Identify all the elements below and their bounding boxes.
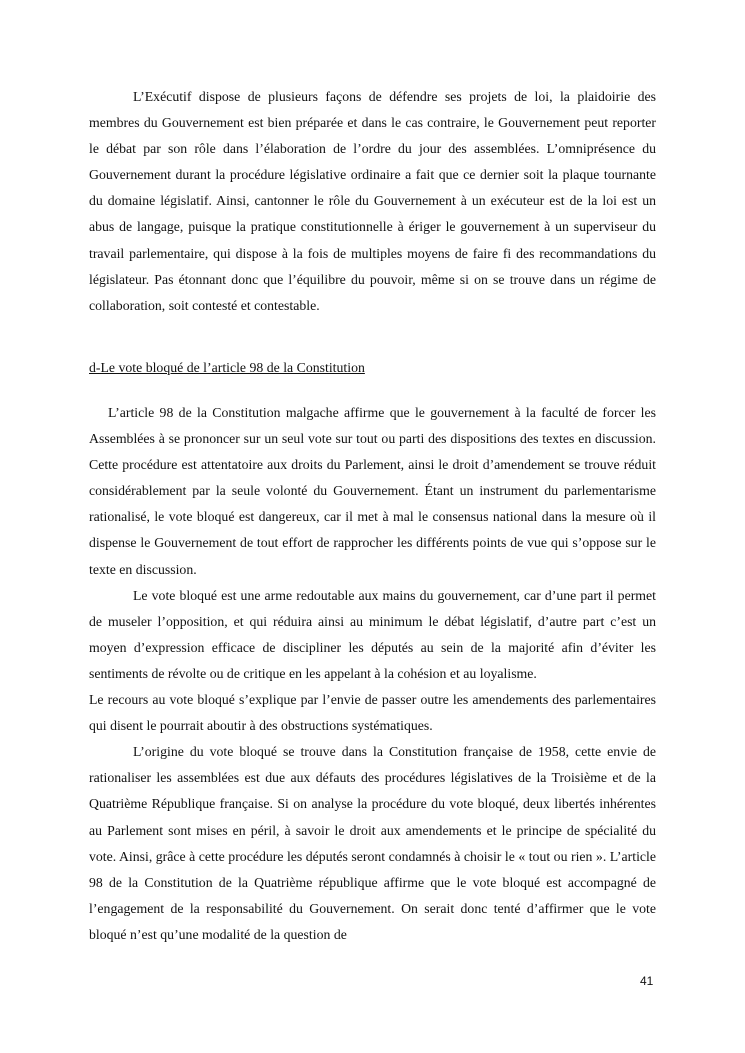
intro-section: [89, 84, 656, 319]
paragraph-origine: L’origine du vote bloqué se trouve dans la Constitution française de 1958, cette envie de rationaliser les assemblées est due aux défauts des procédures législatives de la Troisième et de la Quatrième République française. Si on analyse la procédure du vote bloqué, deux libertés inhérentes au Parlement sont mises en péril, à savoir le droit aux amendements et le principe de spécialité du vote. Ainsi, grâce à cette procédure les députés seront condamnés à choisir le « tout ou rien ». L’article 98 de la Constitution de la Quatrième république affirme que le vote bloqué est accompagné de l’engagement de la responsabilité du Gouvernement. On serait donc tenté d’affirmer que le vote bloqué n’est qu’une modalité de la question de: [89, 744, 656, 942]
paragraph-article-98: L’article 98 de la Constitution malgache affirme que le gouvernement à la faculté de forcer les Assemblées à se prononcer sur un seul vote sur tout ou parti des dispositions des textes en discussion. Cette procédure est attentatoire aux droits du Parlement, ainsi le droit d’amendement se trouve réduit considérablement par la seule volonté du Gouvernement. Étant un instrument du parlementarisme rationalisé, le vote bloqué est dangereux, car il met à mal le consensus national dans la mesure où il dispense le Gouvernement de tout effort de rapprocher les différents points de vue qui s’oppose sur le texte en discussion.: [89, 405, 656, 577]
paragraph-executif: L’Exécutif dispose de plusieurs façons de défendre ses projets de loi, la plaidoirie des membres du Gouvernement est bien préparée et dans le cas contraire, le Gouvernement peut reporter le débat par son rôle dans l’élaboration de l’ordre du jour des assemblées. L’omniprésence du Gouvernement durant la procédure législative ordinaire a fait que ce dernier soit la plaque tournante du domaine législatif. Ainsi, cantonner le rôle du Gouvernement à un exécuteur est de la loi est un abus de langage, puisque la pratique constitutionnelle à ériger le gouvernement à un superviseur du travail parlementaire, qui dispose à la fois de multiples moyens de faire fi des recommandations du législateur. Pas étonnant donc que l’équilibre du pouvoir, même si on se trouve dans un régime de collaboration, soit contesté et contestable.: [89, 89, 656, 313]
page-number: 41: [640, 974, 654, 988]
section-heading: d-Le vote bloqué de l’article 98 de la Constitution: [89, 360, 365, 375]
paragraph-arme-redoutable: Le vote bloqué est une arme redoutable aux mains du gouvernement, car d’une part il permet de museler l’opposition, et qui réduira ainsi au minimum le débat législatif, d’autre part c’est un moyen d’expression efficace de discipliner les députés au sein de la majorité afin d’éviter les sentiments de révolte ou de critique en les appelant à la cohésion et au loyalisme.: [89, 587, 656, 681]
vote-bloque-section: [89, 400, 656, 948]
paragraph-recours: Le recours au vote bloqué s’explique par l’envie de passer outre les amendements des parlementaires qui disent le pourrait aboutir à des obstructions systématiques.: [89, 692, 656, 734]
